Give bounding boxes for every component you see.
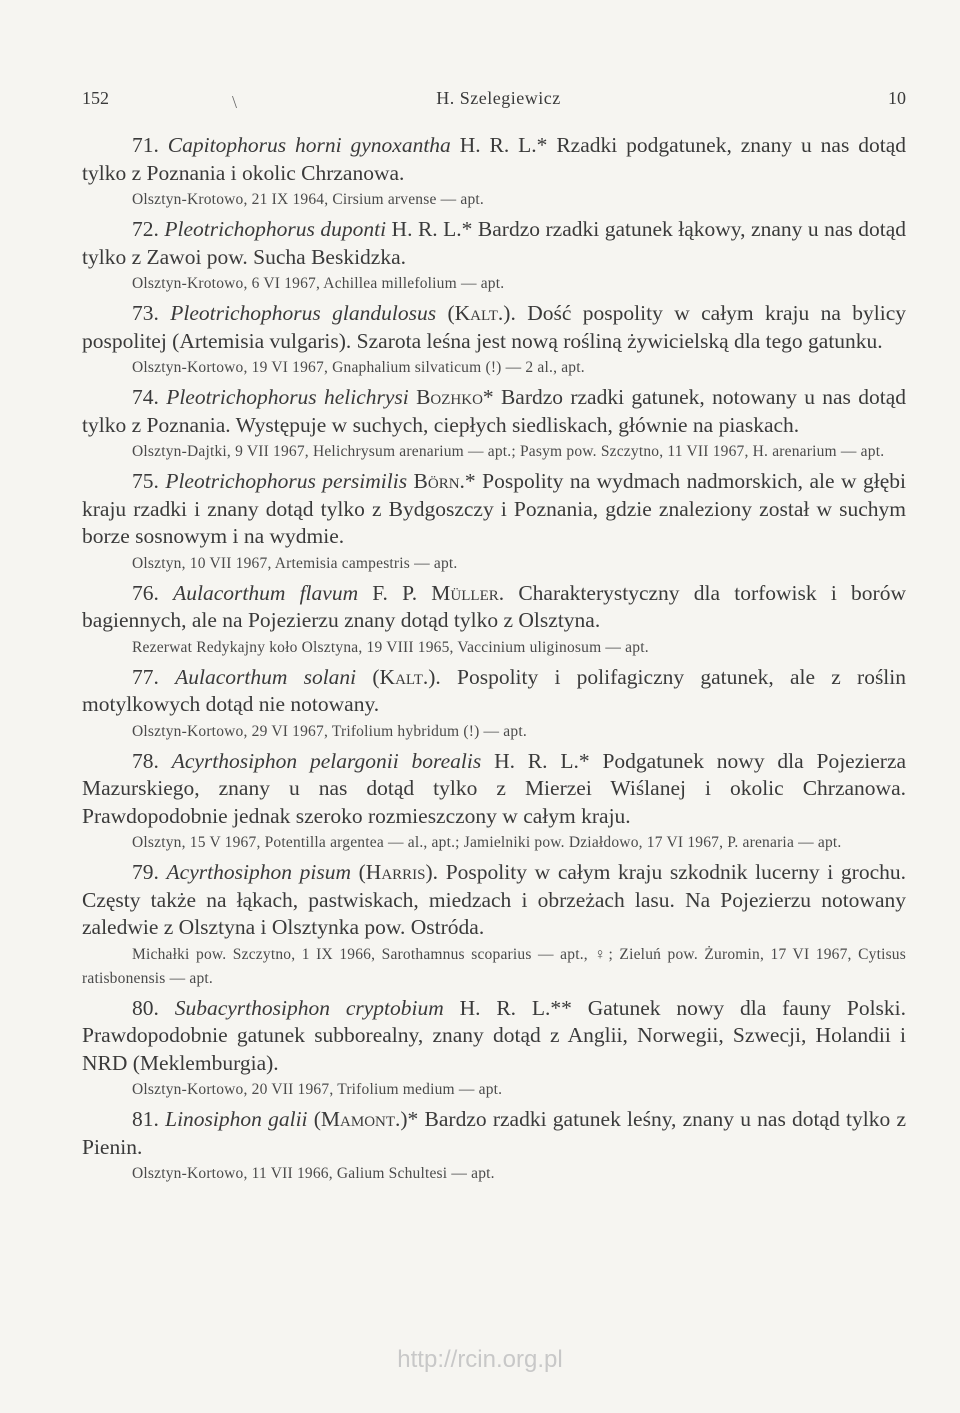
entry-number: 78. bbox=[132, 748, 172, 773]
species-name: Linosiphon galii bbox=[165, 1107, 308, 1131]
entry-text: Gatunek nowy dla fauny Polski. Prawdopodobnie gatunek subborealny, znany dotąd z Anglii, Norwegii, Szwecji, Holandii i NRD (Meklemburgia). bbox=[82, 995, 907, 1075]
entry-number: 71. bbox=[132, 133, 168, 157]
entry-text: Pospolity i polifagiczny gatunek, ale z roślin motylkowych dotąd nie notowany. bbox=[82, 664, 907, 716]
species-entry bbox=[82, 216, 906, 296]
margin-mark: \ bbox=[232, 92, 238, 112]
locality-record: Michałki pow. Szczytno, 1 IX 1966, Sarothamnus scoparius — apt., ♀; Zieluń pow. Żuromin, 17 VI 1967, Cytisus ratisbonensis — apt. bbox=[82, 945, 906, 987]
entry-text: Rzadki podgatunek, znany u nas dotąd tylko z Poznania i okolic Chrzanowa. bbox=[82, 133, 907, 185]
species-entry bbox=[82, 664, 906, 744]
entry-text: Podgatunek nowy dla Pojezierza Mazurskiego, znany u nas dotąd tylko z Mierzei Wiślanej i okolic Chrzanowa. Prawdopodobnie jednak szeroko rozmieszczony w całym kraju. bbox=[82, 748, 907, 828]
entry-description bbox=[82, 1106, 906, 1161]
species-name: Aulacorthum solani bbox=[175, 664, 357, 689]
species-name: Acyrthosiphon pelargonii borealis bbox=[171, 748, 482, 773]
entry-number: 74. bbox=[132, 385, 167, 409]
entry-number: 75. bbox=[132, 469, 166, 493]
page bbox=[82, 88, 906, 1190]
species-name: Capitophorus horni gynoxantha bbox=[167, 133, 451, 157]
species-authority: (Kalt.). bbox=[356, 664, 441, 689]
species-name: Pleotrichophorus duponti bbox=[164, 217, 387, 241]
species-name: Pleotrichophorus glandulosus bbox=[170, 301, 437, 325]
entry-text: Bardzo rzadki gatunek łąkowy, znany u nas dotąd tylko z Zawoi pow. Sucha Beskidzka. bbox=[82, 217, 907, 269]
species-entry bbox=[82, 580, 906, 660]
species-authority: Börn.* bbox=[407, 469, 476, 493]
species-entry bbox=[82, 1106, 906, 1186]
species-authority: H. R. L.* bbox=[481, 748, 590, 773]
locality-record: Olsztyn-Kortowo, 11 VII 1966, Galium Schultesi — apt. bbox=[132, 1165, 495, 1182]
entry-number: 76. bbox=[132, 580, 174, 605]
entry-description bbox=[82, 664, 906, 719]
species-authority: (Kalt.). bbox=[436, 301, 516, 325]
entry-description bbox=[82, 300, 906, 355]
species-name: Pleotrichophorus helichrysi bbox=[166, 385, 409, 409]
entry-number: 72. bbox=[132, 217, 165, 241]
entry-description bbox=[82, 859, 906, 942]
locality-record: Olsztyn-Kortowo, 19 VI 1967, Gnaphalium silvaticum (!) — 2 al., apt. bbox=[132, 359, 585, 376]
species-authority: H. R. L.* bbox=[386, 217, 473, 241]
entry-text: Pospolity w całym kraju szkodnik lucerny i grochu. Częsty także na łąkach, pastwiskach, miedzach i obrzeżach lasu. Na Pojezierzu notowany zaledwie z Olsztyna i Olsztynka pow. Ostróda. bbox=[82, 860, 907, 939]
species-name: Pleotrichophorus persimilis bbox=[165, 469, 408, 493]
page-number: 152 bbox=[82, 88, 109, 108]
species-entry bbox=[82, 132, 906, 212]
entry-text: Pospolity na wydmach nadmorskich, ale w głębi kraju rzadki i znany dotąd tylko z Bydgoszczy i Poznania, gdzie znaleziony został w suchym borze sosnowym i na wydmie. bbox=[82, 469, 906, 548]
entry-number: 81. bbox=[132, 1107, 166, 1131]
entry-text: Dość pospolity w całym kraju na bylicy pospolitej (Artemisia vulgaris). Szarota leśna jest nową rośliną żywicielską dla tego gatunku. bbox=[82, 301, 907, 353]
locality-record: Olsztyn, 15 V 1967, Potentilla argentea — al., apt.; Jamielniki pow. Działdowo, 17 VI 1967, P. arenaria — apt. bbox=[132, 834, 842, 851]
species-authority: F. P. Müller. bbox=[358, 580, 505, 605]
locality-record: Olsztyn-Krotowo, 6 VI 1967, Achillea millefolium — apt. bbox=[132, 275, 505, 292]
species-authority: (Mamont.)* bbox=[307, 1107, 419, 1131]
running-author: H. Szelegiewicz bbox=[436, 88, 561, 108]
locality-record: Olsztyn, 10 VII 1967, Artemisia campestris — apt. bbox=[132, 554, 458, 572]
species-authority: H. R. L.** bbox=[443, 995, 572, 1020]
locality-record: Olsztyn-Kortowo, 20 VII 1967, Trifolium medium — apt. bbox=[132, 1081, 503, 1098]
entry-description bbox=[82, 216, 906, 271]
entry-number: 73. bbox=[132, 301, 171, 325]
entry-description bbox=[82, 748, 906, 831]
species-name: Subacyrthosiphon cryptobium bbox=[174, 995, 444, 1020]
entry-number: 80. bbox=[132, 995, 175, 1020]
entry-description bbox=[82, 995, 906, 1078]
running-header bbox=[82, 88, 906, 132]
species-authority: (Harris). bbox=[350, 860, 439, 884]
locality-record: Olsztyn-Kortowo, 29 VI 1967, Trifolium hybridum (!) — apt. bbox=[132, 722, 527, 740]
entry-description bbox=[82, 384, 906, 439]
entry-text: Charakterystyczny dla torfowisk i borów bagiennych, ale na Pojezierzu znany dotąd tylko z Olsztyna. bbox=[82, 580, 906, 632]
species-authority: Bozhko* bbox=[408, 385, 494, 409]
entry-text: Bardzo rzadki gatunek, notowany u nas dotąd tylko z Poznania. Występuje w suchych, ciepłych siedliskach, głównie na piaskach. bbox=[82, 385, 906, 437]
species-entry bbox=[82, 384, 906, 464]
volume-number: 10 bbox=[887, 88, 906, 108]
locality-record: Olsztyn-Krotowo, 21 IX 1964, Cirsium arvense — apt. bbox=[132, 191, 485, 208]
locality-record: Rezerwat Redykajny koło Olsztyna, 19 VIII 1965, Vaccinium uliginosum — apt. bbox=[132, 638, 649, 656]
species-list bbox=[82, 132, 906, 1186]
species-name: Aulacorthum flavum bbox=[173, 580, 359, 605]
entry-number: 79. bbox=[132, 860, 167, 884]
entry-number: 77. bbox=[132, 664, 176, 689]
species-entry bbox=[82, 859, 906, 991]
species-entry bbox=[82, 468, 906, 576]
source-url[interactable]: http://rcin.org.pl bbox=[397, 1346, 563, 1373]
locality-record: Olsztyn-Dajtki, 9 VII 1967, Helichrysum arenarium — apt.; Pasym pow. Szczytno, 11 VII 1967, H. arenarium — apt. bbox=[132, 443, 885, 460]
species-authority: H. R. L.* bbox=[450, 133, 548, 157]
species-name: Acyrthosiphon pisum bbox=[166, 860, 351, 884]
species-entry bbox=[82, 748, 906, 856]
entry-text: Bardzo rzadki gatunek leśny, znany u nas dotąd tylko z Pienin. bbox=[82, 1107, 906, 1159]
species-entry bbox=[82, 300, 906, 380]
entry-description bbox=[82, 132, 906, 187]
species-entry bbox=[82, 995, 906, 1103]
entry-description bbox=[82, 468, 906, 551]
entry-description bbox=[82, 580, 906, 635]
